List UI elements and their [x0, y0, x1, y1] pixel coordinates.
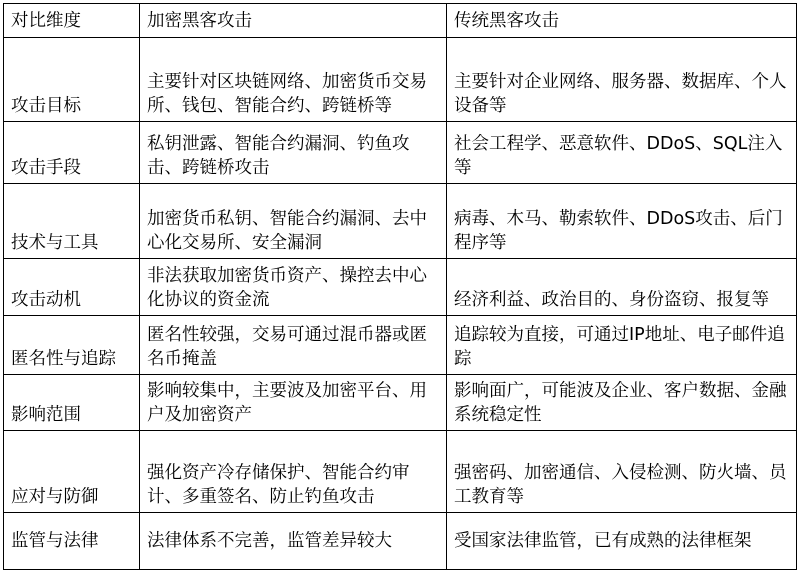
row-crypto-cell: 非法获取加密货币资产、操控去中心化协议的资金流 [140, 259, 447, 316]
row-traditional-cell: 追踪较为直接，可通过IP地址、电子邮件追踪 [447, 316, 797, 375]
row-dimension-cell: 攻击目标 [4, 38, 140, 122]
row-dimension-cell: 匿名性与追踪 [4, 316, 140, 375]
table-row [4, 184, 797, 259]
row-traditional-cell: 社会工程学、恶意软件、DDoS、SQL注入等 [447, 122, 797, 184]
row-crypto-cell: 法律体系不完善，监管差异较大 [140, 513, 447, 570]
row-traditional-cell: 病毒、木马、勒索软件、DDoS攻击、后门程序等 [447, 184, 797, 259]
row-dimension-cell: 监管与法律 [4, 513, 140, 570]
comparison-table [3, 3, 797, 570]
header-crypto-attack: 加密黑客攻击 [140, 4, 447, 38]
row-crypto-cell: 影响较集中，主要波及加密平台、用户及加密资产 [140, 375, 447, 431]
row-traditional-cell: 经济利益、政治目的、身份盗窃、报复等 [447, 259, 797, 316]
table-row [4, 122, 797, 184]
row-traditional-cell: 影响面广，可能波及企业、客户数据、金融系统稳定性 [447, 375, 797, 431]
table-row [4, 375, 797, 431]
row-dimension-cell: 应对与防御 [4, 431, 140, 513]
row-crypto-cell: 私钥泄露、智能合约漏洞、钓鱼攻击、跨链桥攻击 [140, 122, 447, 184]
row-crypto-cell: 匿名性较强，交易可通过混币器或匿名币掩盖 [140, 316, 447, 375]
row-dimension-cell: 攻击手段 [4, 122, 140, 184]
table-row [4, 38, 797, 122]
table-header-row [4, 4, 797, 38]
row-crypto-cell: 加密货币私钥、智能合约漏洞、去中心化交易所、安全漏洞 [140, 184, 447, 259]
row-traditional-cell: 主要针对企业网络、服务器、数据库、个人设备等 [447, 38, 797, 122]
table-row [4, 431, 797, 513]
header-dimension: 对比维度 [4, 4, 140, 38]
row-dimension-cell: 影响范围 [4, 375, 140, 431]
row-crypto-cell: 主要针对区块链网络、加密货币交易所、钱包、智能合约、跨链桥等 [140, 38, 447, 122]
header-traditional-attack: 传统黑客攻击 [447, 4, 797, 38]
table-row [4, 513, 797, 570]
row-crypto-cell: 强化资产冷存储保护、智能合约审计、多重签名、防止钓鱼攻击 [140, 431, 447, 513]
table-row [4, 259, 797, 316]
row-dimension-cell: 攻击动机 [4, 259, 140, 316]
row-dimension-cell: 技术与工具 [4, 184, 140, 259]
row-traditional-cell: 强密码、加密通信、入侵检测、防火墙、员工教育等 [447, 431, 797, 513]
table-row [4, 316, 797, 375]
row-traditional-cell: 受国家法律监管，已有成熟的法律框架 [447, 513, 797, 570]
